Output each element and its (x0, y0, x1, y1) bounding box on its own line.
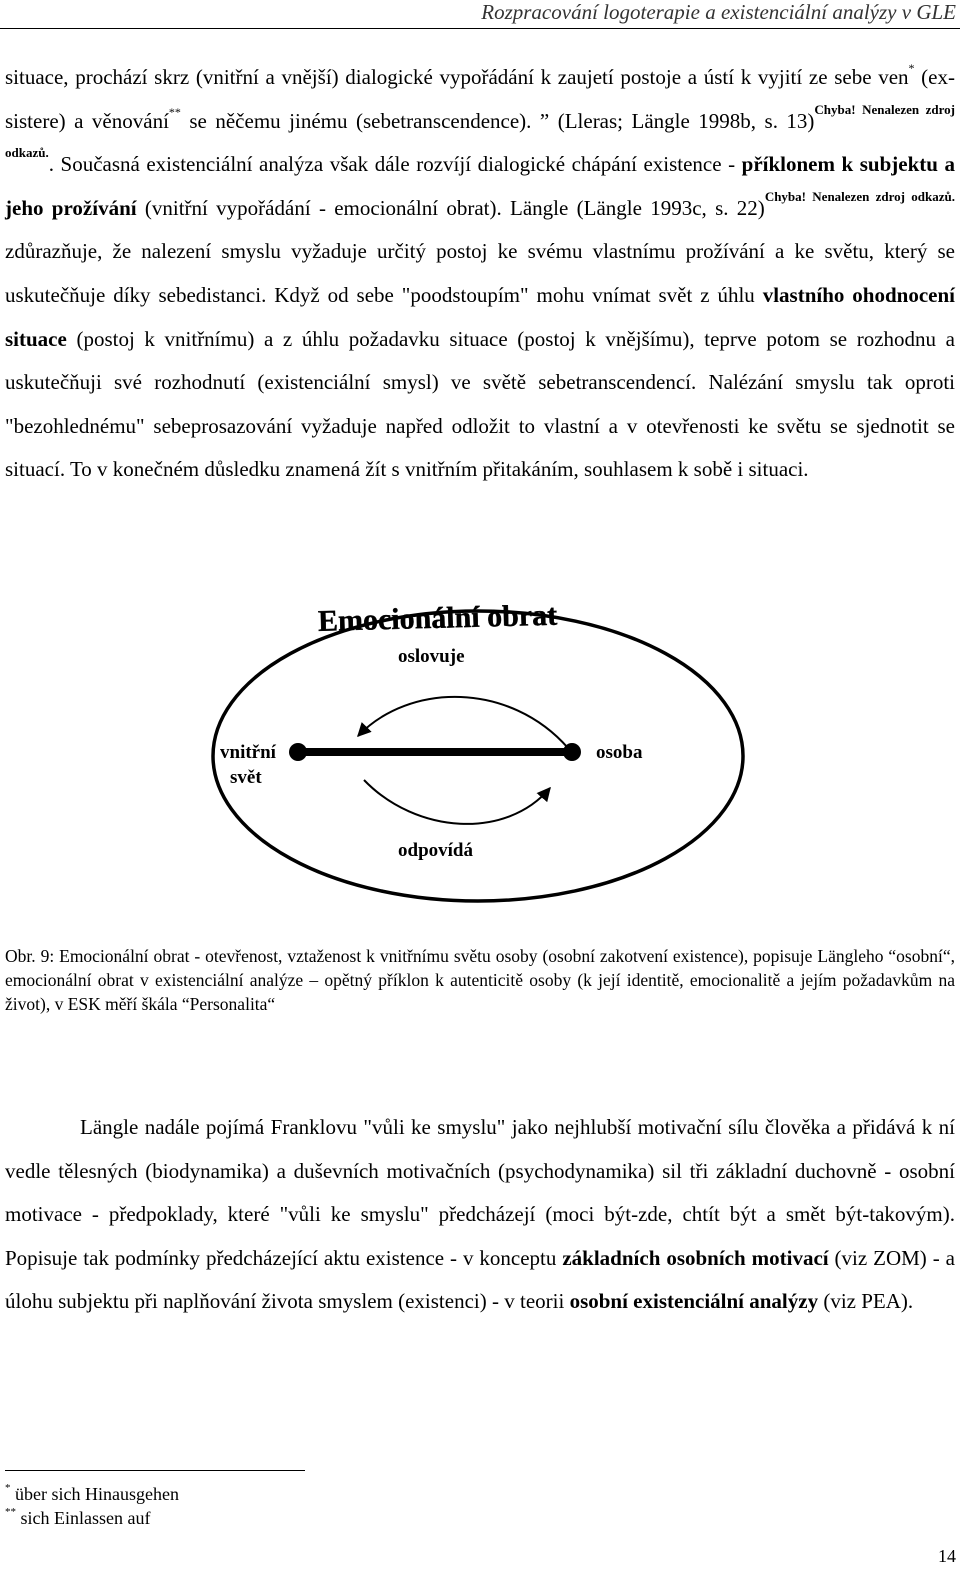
arrow-odpovida (364, 780, 550, 824)
p2-text-2: (viz ZOM) - a úlohu subjektu při naplňování života smyslem (existenci) - v teorii (5, 1245, 956, 1314)
p1-text-1: situace, prochází skrz (vnitřní a vnější) dialogické vypořádání k zaujetí postoje a ústí k vyjití ze sebe ven (5, 65, 909, 89)
figure-caption: Obr. 9: Emocionální obrat - otevřenost, vztaženost k vnitřnímu světu osoby (osobní zakotvení existence), popisuje Längleho “osobní“, emocionální obrat v existenciální analýze – opětný příklon k autenticitě osoby (k její identitě, emocionalitě a jejím požadavkům na život), v ESK měří škála “Personalita“ (5, 946, 955, 1014)
p1-bold-1: příklonem k subjektu a jeho prožívání (5, 152, 955, 220)
p1-text-4: . Současná existenciální analýza však dále rozvíjí dialogické chápání existence - (48, 152, 742, 177)
person-node (563, 743, 581, 761)
label-osoba: osoba (596, 742, 643, 763)
label-odpovida: odpovídá (398, 840, 473, 861)
broken-reference-2[interactable]: Chyba! Nenalezen zdroj odkazů. (764, 188, 955, 204)
header-rule (0, 28, 960, 29)
label-vnitrni: vnitřní (220, 742, 276, 763)
body-paragraph-1 (5, 56, 955, 492)
footnote-mark-2: ** (5, 1506, 16, 1518)
p1-text-2: (ex-sistere) a věnování (5, 65, 955, 133)
arrow-oslovuje (358, 697, 568, 748)
label-svet: svět (230, 767, 262, 788)
p2-text-3: (viz PEA). (818, 1289, 914, 1314)
footnote-text-1: über sich Hinausgehen (10, 1484, 179, 1504)
page-number: 14 (938, 1546, 956, 1566)
p1-bold-2: vlastního ohodnocení situace (5, 282, 955, 351)
label-oslovuje: oslovuje (398, 646, 465, 667)
p1-text-6: zdůrazňuje, že nalezení smyslu vyžaduje určitý postoj ke svému vlastnímu prožívání a ke světu, který se uskutečňuje díky sebedistanci. Když od sebe "poodstoupím" mohu vnímat svět z úhlu (5, 239, 955, 307)
emotional-turn-diagram (190, 590, 770, 930)
footnote-text-2: sich Einlassen auf (16, 1508, 151, 1528)
footnote-2 (5, 1507, 150, 1529)
p2-text-1: Längle nadále pojímá Franklovu "vůli ke smyslu" jako nejhlubší motivační sílu člověka a přidává k ní vedle tělesných (biodynamika) a duševních motivačních (psychodynamika) sil tři základní duchovně - osobní motivace - předpoklady, které "vůli ke smyslu" předcházejí (moci být-zde, chtít být a smět být-takovým). Popisuje tak podmínky předcházející aktu existence - v konceptu (5, 1115, 955, 1270)
footnote-mark-1: * (5, 1482, 11, 1494)
p1-text-7: (postoj k vnitřnímu) a z úhlu požadavku situace (postoj k vnějšímu), teprve potom se rozhodnu a uskutečňuji své rozhodnutí (existenciální smysl) ve světě sebetranscendencí. Nalézání smyslu tak oproti "bezohlednému" sebeprosazování vyžaduje napřed odložit to vlastní a v otevřenosti ke světu se sjednotit se situací. To v konečném důsledku znamená žít s vnitřním přitakáním, souhlasem k sobě i situaci. (5, 326, 955, 482)
footnote-1 (5, 1483, 179, 1505)
body-paragraph-2 (5, 1106, 955, 1324)
p1-text-5: (vnitřní vypořádání - emocionální obrat). Längle (Längle 1993c, s. 22) (136, 195, 765, 220)
footnote-rule (5, 1470, 305, 1471)
inner-world-node (289, 743, 307, 761)
running-head: Rozpracování logoterapie a existenciální analýzy v GLE (481, 0, 956, 24)
p2-bold-2: osobní existenciální analýzy (569, 1289, 819, 1314)
p1-text-3: se něčemu jinému (sebetranscendence). ” (Lleras; Längle 1998b, s. 13) (180, 108, 815, 133)
broken-reference-1[interactable]: Chyba! Nenalezen zdroj odkazů. (5, 101, 955, 161)
footnote-ref-1[interactable]: * (908, 61, 915, 75)
footnote-ref-2[interactable]: ** (168, 104, 181, 119)
diagram-title: Emocionální obrat (317, 598, 558, 638)
p2-bold-1: základních osobních motivací (562, 1245, 829, 1270)
